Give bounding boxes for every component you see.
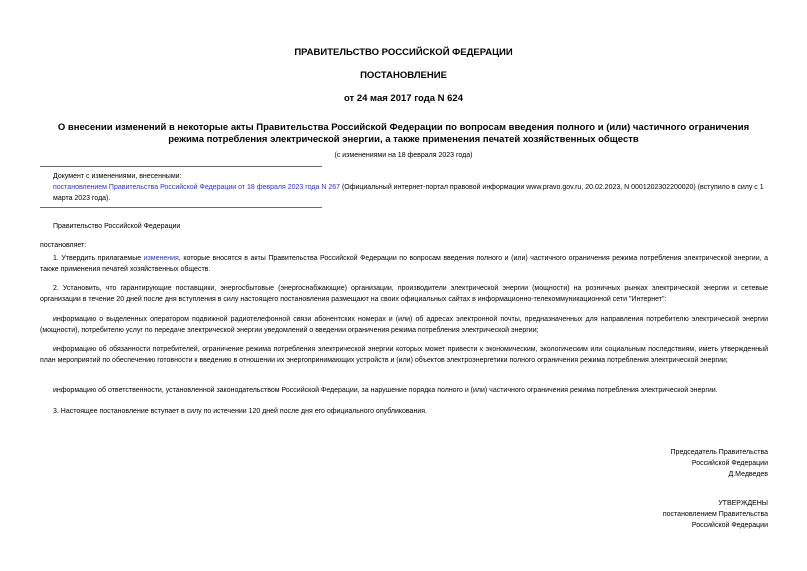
authority-line: Правительство Российской Федерации [53,223,181,230]
paragraph-3: информацию о выделенных оператором подвижной радиотелефонной связи абонентских номерах и (или) об адресах электронной почты, предназначенных для направления потребителю электрической энергии (мощности), потребителю услуг по передаче электрической энергии уведомлений о введении ограничения режима потребления электрической энергии; [40,316,768,334]
document-title: О внесении изменений в некоторые акты Правительства Российской Федерации по вопросам введения полного и (или) частичного ограничения режима потребления электрической энергии, а также применения печатей хозяйственных обществ [57,122,750,145]
paragraph-2: 2. Установить, что гарантирующие поставщики, энергосбытовые (энергоснабжающие) организации, производители электрической энергии (мощности) на розничных рынках электрической энергии и сетевые организации в течение 20 дней после дня вступления в силу настоящего постановления размещают на своих официальных сайтах в информационно-телекоммуникационной сети "Интернет": [40,285,768,303]
approval-block [663,498,768,531]
paragraph-4: информацию об обязанности потребителей, ограничение режима потребления электрической энергии которых может привести к экономическим, экологическим или социальным последствиям, иметь утвержденный план мероприятий по обеспечению готовности к введению в отношении их энергопринимающих устройств и (или) объектов электроэнергетики полного ограничения режима потребления электрической энергии; [40,346,768,364]
signature-title: Председатель Правительства [670,449,768,456]
document-type-heading: ПОСТАНОВЛЕНИЕ [360,70,447,81]
approval-org: Российской Федерации [691,522,768,529]
amending-decree-link[interactable]: постановлением Правительства Российской Федерации от 18 февраля 2023 года N 267 [53,184,340,191]
changes-text [53,182,768,204]
changes-block [53,171,768,204]
p1-lead: 1. Утвердить прилагаемые [53,255,144,262]
paragraph-1 [40,254,768,275]
decrees-line: постановляет: [40,242,87,249]
approval-by: постановлением Правительства [662,511,768,518]
divider-top [40,166,322,167]
divider-bottom [40,207,322,208]
changes-intro: Документ с изменениями, внесенными: [53,173,182,180]
signature-name: Д.Медведев [728,471,768,478]
paragraph-5: информацию об ответственности, установленной законодательством Российской Федерации, за нарушение порядка полного и (или) частичного ограничения режима потребления электрической энергии. [53,387,718,394]
signature-block [671,447,768,480]
edition-note: (с изменениями на 18 февраля 2023 года) [334,152,473,159]
changes-tail: (Официальный интернет-портал правовой информации www.pravo.gov.ru, 20.02.2023, N 0001202302200020) (вступило в силу с 1 марта 2023 года). [53,184,764,202]
changes-link[interactable]: изменения [143,255,179,262]
signature-org: Российской Федерации [691,460,768,467]
approval-heading: УТВЕРЖДЕНЫ [718,500,768,507]
date-number-heading: от 24 мая 2017 года N 624 [343,93,464,104]
government-heading: ПРАВИТЕЛЬСТВО РОССИЙСКОЙ ФЕДЕРАЦИИ [294,47,513,58]
p1-rest: , которые вносятся в акты Правительства Российской Федерации по вопросам введения полного и (или) частичного ограничения режима потребления электрической энергии, а также применения печатей хозяйственных обществ. [40,255,768,273]
paragraph-6: 3. Настоящее постановление вступает в силу по истечении 120 дней после дня его официального опубликования. [53,408,427,415]
